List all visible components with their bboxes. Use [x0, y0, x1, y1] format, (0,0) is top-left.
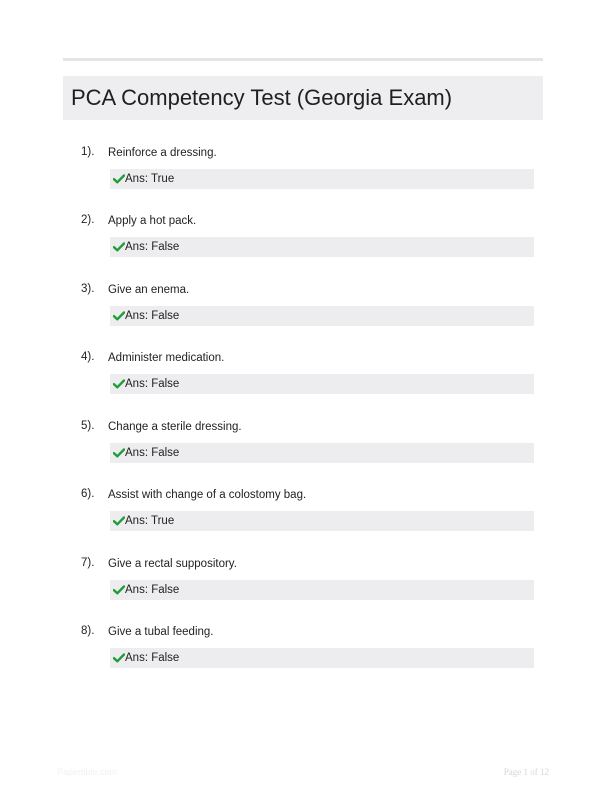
page-number: Page 1 of 12 [503, 767, 549, 777]
question-item [0, 624, 606, 684]
question-item [0, 213, 606, 273]
question-number: 4). [81, 351, 95, 363]
question-number: 7). [81, 557, 95, 569]
answer-box [110, 237, 534, 257]
question-item [0, 145, 606, 205]
question-text: Apply a hot pack. [108, 215, 197, 227]
answer-box [110, 443, 534, 463]
question-text: Give a tubal feeding. [108, 626, 214, 638]
check-icon [113, 585, 125, 595]
check-icon [113, 242, 125, 252]
answer-text: Ans: False [125, 584, 180, 596]
check-icon [113, 311, 125, 321]
answer-box [110, 648, 534, 668]
question-text: Change a sterile dressing. [108, 421, 242, 433]
question-item [0, 556, 606, 616]
question-number: 2). [81, 214, 95, 226]
answer-text: Ans: False [125, 378, 180, 390]
check-icon [113, 653, 125, 663]
answer-text: Ans: False [125, 310, 180, 322]
check-icon [113, 516, 125, 526]
question-number: 3). [81, 283, 95, 295]
page-title: PCA Competency Test (Georgia Exam) [71, 85, 453, 110]
answer-box [110, 169, 534, 189]
question-item [0, 350, 606, 410]
question-text: Give a rectal suppository. [108, 558, 237, 570]
answer-box [110, 374, 534, 394]
answer-box [110, 580, 534, 600]
question-item [0, 282, 606, 342]
question-text: Assist with change of a colostomy bag. [108, 489, 307, 501]
answer-text: Ans: True [125, 173, 175, 185]
question-item [0, 487, 606, 547]
question-item [0, 419, 606, 479]
check-icon [113, 379, 125, 389]
answer-text: Ans: False [125, 241, 180, 253]
answer-text: Ans: False [125, 652, 180, 664]
top-divider [63, 58, 543, 61]
question-number: 1). [81, 146, 95, 158]
question-text: Administer medication. [108, 352, 225, 364]
answer-box [110, 306, 534, 326]
title-bar [63, 76, 543, 120]
question-number: 5). [81, 420, 95, 432]
question-text: Give an enema. [108, 284, 190, 296]
check-icon [113, 174, 125, 184]
answer-text: Ans: False [125, 447, 180, 459]
question-text: Reinforce a dressing. [108, 147, 217, 159]
check-icon [113, 448, 125, 458]
answer-box [110, 511, 534, 531]
question-number: 6). [81, 488, 95, 500]
footer-watermark: Papertible.com [57, 767, 118, 777]
question-number: 8). [81, 625, 95, 637]
answer-text: Ans: True [125, 515, 175, 527]
